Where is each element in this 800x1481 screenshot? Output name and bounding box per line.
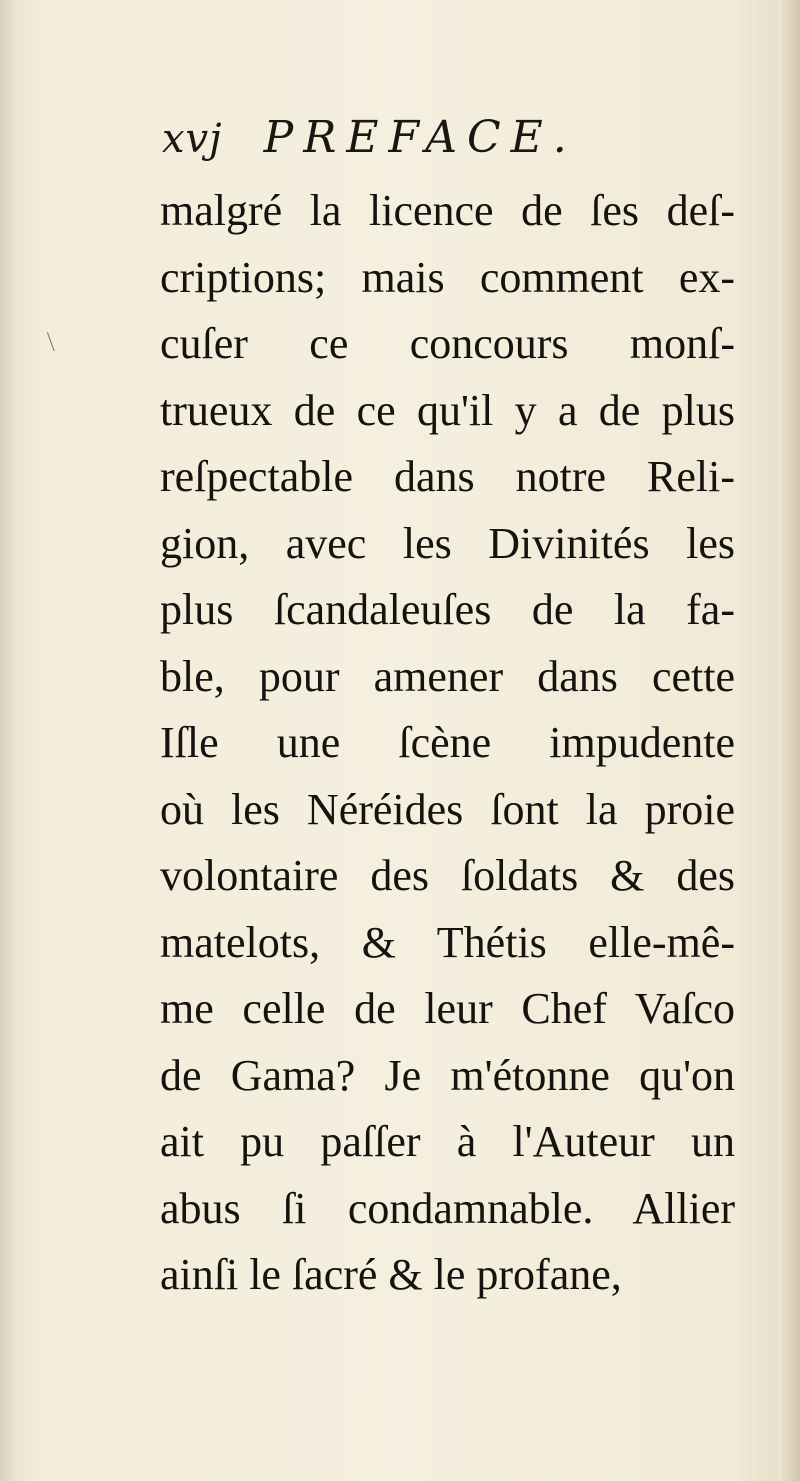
page-number: xvj [162,116,223,162]
text-line: gion, avec les Divinités les [160,518,735,568]
text-line: reſpectable dans notre Reli- [160,452,735,501]
text-line: cuſer ce concours monſ- [160,319,735,368]
margin-mark [47,329,64,352]
page-header [162,112,577,172]
text-line: plus ſcandaleuſes de la fa- [160,585,735,634]
text-line: volontaire des ſoldats & des [160,851,735,900]
body-text [160,183,735,1314]
running-title: PREFACE. [263,112,577,163]
text-line: malgré la licence de ſes deſ- [160,186,735,235]
page-edge-shadow [778,0,800,1481]
text-line: trueux de ce qu'il y a de plus [160,385,735,435]
text-line: Iſle une ſcène impudente [160,718,735,767]
text-line: de Gama? Je m'étonne qu'on [160,1050,735,1100]
text-line: criptions; mais comment ex- [160,252,735,302]
text-line: me celle de leur Chef Vaſco [160,984,735,1033]
page-gutter-shadow [0,0,16,1481]
text-line: où les Néréides ſont la proie [160,784,735,834]
text-line: abus ſi condamnable. Allier [160,1183,735,1233]
text-line: matelots, & Thétis elle-mê- [160,917,735,967]
text-line: ait pu paſſer à l'Auteur un [160,1117,735,1166]
text-line: ble, pour amener dans cette [160,651,735,701]
text-line: ainſi le ſacré & le profane, [160,1250,622,1299]
